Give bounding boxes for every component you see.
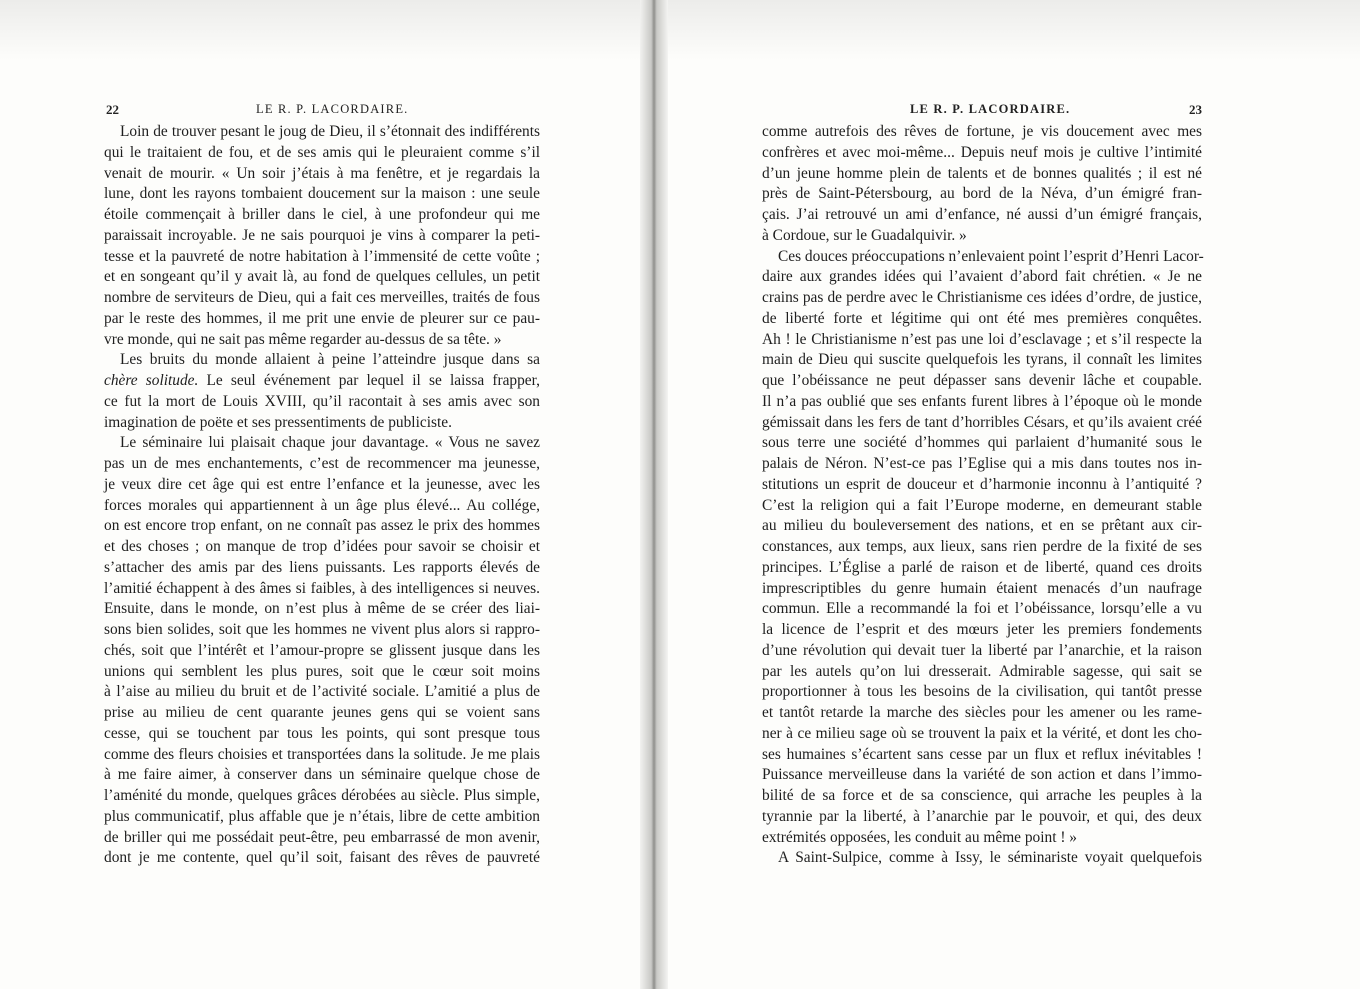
text-line: imagination de poëte et ses pressentiments de publiciste. (104, 413, 452, 431)
text-line: constances, aux temps, aux lieux, sans rien perdre de la fixité de ses (762, 538, 1202, 555)
text-line: d’un jeune homme plein de talents et de bonnes qualités ; il est né (762, 164, 1202, 182)
text-line: tesse et la pauvreté de notre habitation à l’immensité de cette voûte ; (104, 247, 540, 265)
text-line: qui le traitaient de fou, et de ses amis qui le pleuraient comme s’il (104, 143, 540, 161)
text-line: à l’aise au milieu du bruit et de l’activité sociale. L’amitié a plus de (104, 683, 540, 701)
text-line: s’attacher des amis par des liens puissants. Les rapports élevés de (104, 558, 540, 576)
text-line: comme des fleurs choisies et transportées dans la solitude. Je me plais (104, 745, 540, 763)
text-line: et des choses ; on manque de trop d’idées pour savoir se choisir et (104, 538, 540, 555)
right-page-header (762, 102, 1202, 122)
text-line: Ensuite, dans le monde, on n’est plus à même de se créer des liai- (104, 600, 540, 618)
text-line: paraissait incroyable. Je ne sais pourquoi je vins à comparer la peti- (104, 226, 540, 244)
text-line: stitutions un esprit de douceur et d’harmonie inconnu à l’antiquité ? (762, 475, 1202, 493)
left-page-number: 22 (106, 102, 119, 117)
right-page (762, 102, 1202, 869)
text-line: palais de Néron. N’est-ce pas l’Eglise qui a mis dans toutes nos in- (762, 455, 1202, 472)
text-line: par le reste des hommes, il me prit une envie de pleurer sur ce pau- (104, 309, 540, 327)
text-line: ses humaines s’écartent sans cesse par un flux et reflux inévitables ! (762, 745, 1202, 763)
text-line: plus communicatif, plus affable que je n’étais, libre de cette ambition (104, 807, 540, 825)
italic-phrase: chère solitude. (104, 372, 199, 389)
text-line: chés, soit que l’intérêt et l’amour-propre se glissent jusque dans les (104, 641, 540, 659)
left-page-header (104, 102, 540, 122)
right-page-body (762, 122, 1202, 869)
text-line: près de Saint-Pétersbourg, au bord de la Néva, d’un émigré fran- (762, 185, 1202, 203)
text-line: Il n’a pas oublié que ses enfants furent libres à l’époque où le monde (762, 392, 1202, 410)
text-line: proportionner à tous les besoins de la civilisation, qui tantôt presse (762, 683, 1202, 701)
text-line: gémissait dans les fers de tant d’horribles Césars, et qu’ils avaient créé (762, 413, 1202, 431)
text-line: principes. L’Église a parlé de raison et de liberté, quand ces droits (762, 558, 1202, 576)
text-line: venait de mourir. « Un soir j’étais à ma fenêtre, et je regardais la (104, 164, 540, 182)
text-line: on est encore trop enfant, on ne connaît pas assez le prix des hommes (104, 517, 540, 535)
text-line: comme autrefois des rêves de fortune, je vis doucement avec mes (762, 123, 1202, 140)
text-line: je veux dire cet âge qui est entre l’enfance et la jeunesse, avec les (104, 475, 540, 493)
text-line: l’aménité du monde, quelques grâces dérobées au siècle. Plus simple, (104, 787, 540, 804)
text-line: imprescriptibles du genre humain étaient menacés d’un naufrage (762, 579, 1202, 597)
book-gutter (640, 0, 668, 989)
text-line: çais. J’ai retrouvé un ami d’enfance, né aussi d’un émigré français, (762, 206, 1202, 223)
text-line: Le séminaire lui plaisait chaque jour davantage. « Vous ne savez (120, 434, 540, 452)
text-line: tyrannie par la liberté, à l’anarchie par le pouvoir, et qui, des deux (762, 807, 1202, 825)
text-line: de briller qui me possédait peut-être, peu embarrassé de mon avenir, (104, 828, 540, 846)
left-running-title: LE R. P. LACORDAIRE. (256, 102, 409, 116)
text-line: daire aux grandes idées qui l’avaient d’abord fait chrétien. « Je ne (762, 268, 1202, 286)
text-line: ner à ce milieu sage où se trouvent la paix et la vérité, et dont les cho- (762, 724, 1202, 742)
text-line: Loin de trouver pesant le joug de Dieu, il s’étonnait des indifférents (120, 123, 540, 140)
text-line: dont je me contente, quel qu’il soit, faisant des rêves de pauvreté (104, 849, 540, 867)
text-line: Ah ! le Christianisme n’est pas une loi d’esclavage ; et s’il respecte la (762, 330, 1202, 348)
text-line: à me faire aimer, à conserver dans un séminaire quelque chose de (104, 766, 540, 784)
page-shadow-top (0, 0, 1360, 60)
text-line: étoile commençait à briller dans le ciel, à une profondeur qui me (104, 206, 540, 223)
text-line: bilité de sa force et de sa conscience, qui arrache les peuples à la (762, 787, 1202, 804)
text-line: que l’obéissance ne peut dépasser sans devenir lâche et coupable. (762, 372, 1202, 389)
text-line: ce fut la mort de Louis XVIII, qu’il racontait à ses amis avec son (104, 392, 540, 410)
text-line: unions qui semblent les plus pures, soit que le cœur soit moins (104, 662, 540, 680)
text-line: à Cordoue, sur le Guadalquivir. » (762, 226, 967, 244)
text-line: l’amitié échappent à des âmes si faibles, à des intelligences si neuves. (104, 579, 540, 597)
text-line: commun. Elle a recommandé la foi et l’obéissance, lorsqu’elle a vu (762, 600, 1202, 618)
text-line: lune, dont les rayons tombaient doucement sur la maison : une seule (104, 185, 540, 203)
text-line: pas un de mes enchantements, c’est de recommencer ma jeunesse, (104, 455, 540, 472)
text-line: au milieu du bouleversement des nations, et en se prêtant aux cir- (762, 517, 1202, 535)
right-running-title: LE R. P. LACORDAIRE. (910, 102, 1071, 116)
text-line: de liberté forte et légitime qui ont été mes premières conquêtes. (762, 309, 1202, 327)
text-line: crains pas de perdre avec le Christianisme ces idées d’ordre, de justice, (762, 289, 1202, 306)
text-line: la licence de l’esprit et des mœurs jeter les premiers fondements (762, 621, 1202, 638)
text-line: nombre de serviteurs de Dieu, qui a fait ces merveilles, traités de fous (104, 289, 540, 306)
right-page-number: 23 (1189, 102, 1202, 117)
left-page-body (104, 122, 540, 869)
text-line: Les bruits du monde allaient à peine l’atteindre jusque dans sa (120, 351, 540, 369)
text-line: Ces douces préoccupations n’enlevaient point l’esprit d’Henri Lacor- (778, 247, 1204, 265)
text-line: sous terre une société d’hommes qui parlaient d’humanité sous le (762, 434, 1202, 452)
text-line: vre monde, qui ne sait pas même regarder au-dessus de sa tête. » (104, 330, 502, 348)
text-line: C’est la religion qui a fait l’Europe moderne, en demeurant stable (762, 496, 1202, 514)
text-line: et tantôt retarde la marche des siècles pour les amener ou les rame- (762, 704, 1202, 721)
left-page (104, 102, 540, 869)
text-line: prise au milieu de cent quarante jeunes gens qui se voient sans (104, 704, 540, 721)
text-line: cesse, qui se touchent par tous les points, qui sont presque tous (104, 724, 540, 742)
text-line: main de Dieu qui suscite quelquefois les tyrans, il connaît les limites (762, 351, 1202, 369)
text-line: extrémités opposées, les conduit au même point ! » (762, 828, 1078, 846)
text-line: chère solitude. Le seul événement par lequel il se laissa frapper, (104, 372, 540, 389)
text-line: par les autels qu’on lui dresserait. Admirable sagesse, qui sait se (762, 662, 1202, 680)
text-line: confrères et avec moi-même... Depuis neuf mois je cultive l’intimité (762, 143, 1202, 161)
text-line: A Saint-Sulpice, comme à Issy, le séminariste voyait quelquefois (778, 849, 1202, 867)
text-line: sons bien solides, soit que les hommes ne vivent plus alors si rappro- (104, 621, 540, 638)
text-line: d’une révolution qui devait tuer la liberté par l’anarchie, et la raison (762, 641, 1202, 659)
text-line: Puissance merveilleuse dans la variété de son action et dans l’immo- (762, 766, 1202, 784)
text-line: forces morales qui appartiennent à un âge plus élevé... Au collége, (104, 496, 540, 514)
text-line: et en songeant qu’il y avait là, au fond de quelques cellules, un petit (104, 268, 540, 286)
